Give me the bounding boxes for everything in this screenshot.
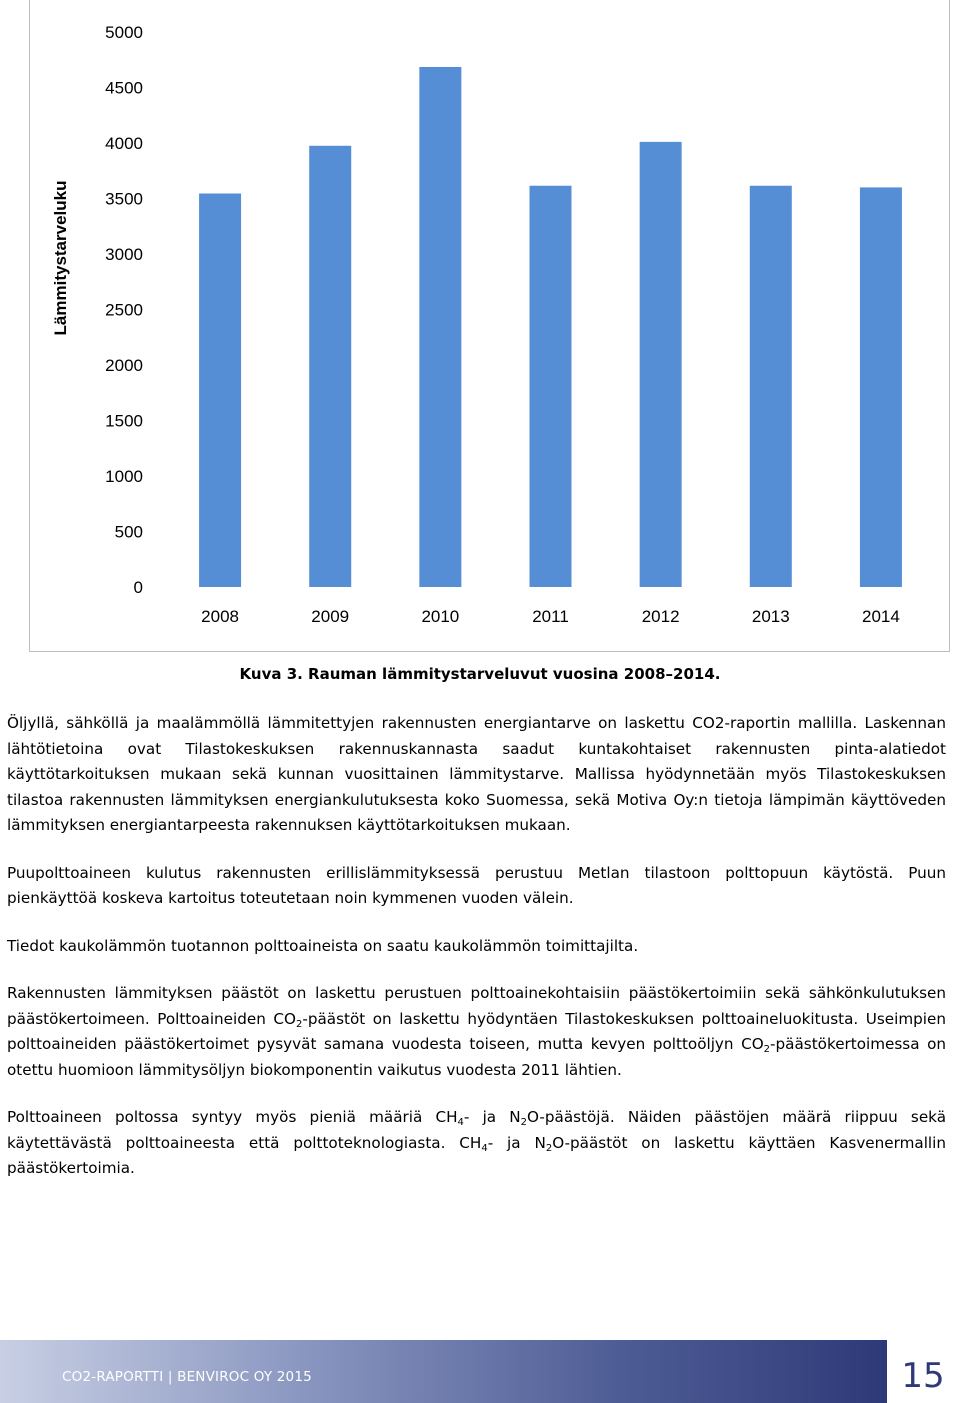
y-tick-label: 2500 bbox=[105, 300, 143, 320]
y-tick-label: 3500 bbox=[105, 189, 143, 209]
footer-label: CO2-RAPORTTI | BENVIROC OY 2015 bbox=[62, 1369, 312, 1385]
y-tick-label: 1500 bbox=[105, 411, 143, 431]
subscript-2: 2 bbox=[763, 1044, 771, 1055]
y-tick-label: 1000 bbox=[105, 467, 143, 486]
y-tick-label: 500 bbox=[114, 522, 143, 542]
bar-2008 bbox=[199, 194, 241, 587]
x-tick-label: 2012 bbox=[641, 607, 680, 626]
bars bbox=[199, 67, 902, 587]
page-number: 15 bbox=[901, 1356, 945, 1396]
y-tick-labels bbox=[105, 23, 143, 597]
x-tick-labels bbox=[201, 607, 900, 626]
x-tick-label: 2011 bbox=[532, 607, 569, 626]
x-tick-label: 2013 bbox=[751, 607, 790, 626]
p4-text-b: -päästöt on laskettu hyödyntäen Tilastokeskuksen polttoaineluokitusta. Useimpien polttoaineiden päästökertoimet pysyvät samana vuodesta toiseen, mutta kevyen polttoöljyn CO bbox=[7, 1009, 946, 1053]
subscript-2: 2 bbox=[520, 1117, 528, 1128]
bar-2014 bbox=[860, 187, 902, 587]
bar-2011 bbox=[530, 186, 572, 587]
x-tick-label: 2010 bbox=[421, 607, 460, 626]
subscript-2: 2 bbox=[545, 1142, 553, 1154]
p5-text-c: O-päästöjä. Näiden päästöjen määrä riippuu sekä käytettävästä polttoaineesta että polttoteknologiasta. CH bbox=[7, 1108, 946, 1152]
p5-text-a: Polttoaineen poltossa syntyy myös pieniä määriä CH bbox=[7, 1108, 458, 1126]
paragraph-1: Öljyllä, sähköllä ja maalämmöllä lämmitettyjen rakennusten energiantarve on laskettu CO2-raportin mallilla. Laskennan lähtötietoina ovat Tilastokeskuksen rakennuskannasta saadut kuntakohtaiset rakennusten pinta-alatiedot käyttötarkoituksen mukaan sekä kunnan vuosittainen lämmitystarve. Mallissa hyödynnetään myös Tilastokeskuksen tilastoa rakennusten lämmityksen energiankulutuksesta koko Suomessa, sekä Motiva Oy:n tietoja lämpimän käyttöveden lämmityksen energiantarpeesta rakennuksen käyttötarkoituksen mukaan. bbox=[7, 714, 946, 834]
x-tick-label: 2009 bbox=[311, 607, 350, 626]
p5-text-b: - ja N bbox=[463, 1108, 521, 1126]
subscript-2: 2 bbox=[295, 1018, 303, 1030]
x-tick-label: 2014 bbox=[862, 607, 900, 626]
subscript-4: 4 bbox=[457, 1117, 464, 1128]
y-tick-label: 4500 bbox=[105, 78, 143, 98]
bar-2010 bbox=[419, 67, 461, 587]
x-tick-label: 2008 bbox=[201, 607, 239, 626]
subscript-4: 4 bbox=[481, 1142, 488, 1154]
body-text bbox=[7, 711, 946, 1204]
p4-text-c: -päästökertoimessa on otettu huomioon lämmitysöljyn biokomponentin vaikutus vuodesta 2011 lähtien. bbox=[7, 1035, 947, 1079]
y-tick-label: 3000 bbox=[105, 245, 143, 264]
chart-frame bbox=[29, 0, 950, 652]
bar-chart bbox=[30, 0, 951, 652]
bar-2012 bbox=[640, 142, 682, 587]
paragraph-3: Tiedot kaukolämmön tuotannon polttoaineista on saatu kaukolämmön toimittajilta. bbox=[7, 936, 639, 955]
paragraph-2: Puupolttoaineen kulutus rakennusten erillislämmityksessä perustuu Metlan tilastoon polttopuun käytöstä. Puun pienkäyttöä koskeva kartoitus toteutetaan noin kymmenen vuoden välein. bbox=[7, 863, 946, 907]
p5-text-d: - ja N bbox=[487, 1133, 546, 1152]
y-axis-label: Lämmitystarveluku bbox=[51, 180, 70, 336]
y-tick-label: 5000 bbox=[105, 23, 143, 42]
bar-2013 bbox=[750, 186, 792, 587]
figure-caption: Kuva 3. Rauman lämmitystarveluvut vuosina 2008–2014. bbox=[239, 665, 721, 683]
paragraph-4 bbox=[7, 981, 946, 1083]
p5-text-e: O-päästöt on laskettu käyttäen Kasvenermallin päästökertoimia. bbox=[7, 1133, 946, 1177]
paragraph-5 bbox=[7, 1105, 946, 1182]
bar-2009 bbox=[309, 146, 351, 587]
y-tick-label: 2000 bbox=[105, 356, 143, 375]
y-tick-label: 4000 bbox=[105, 134, 143, 153]
p4-text-a: Rakennusten lämmityksen päästöt on laskettu perustuen polttoainekohtaisiin päästökertoimiin sekä sähkönkulutuksen päästökertoimeen. Polttoaineiden CO bbox=[7, 984, 946, 1028]
y-tick-label: 0 bbox=[133, 578, 143, 597]
